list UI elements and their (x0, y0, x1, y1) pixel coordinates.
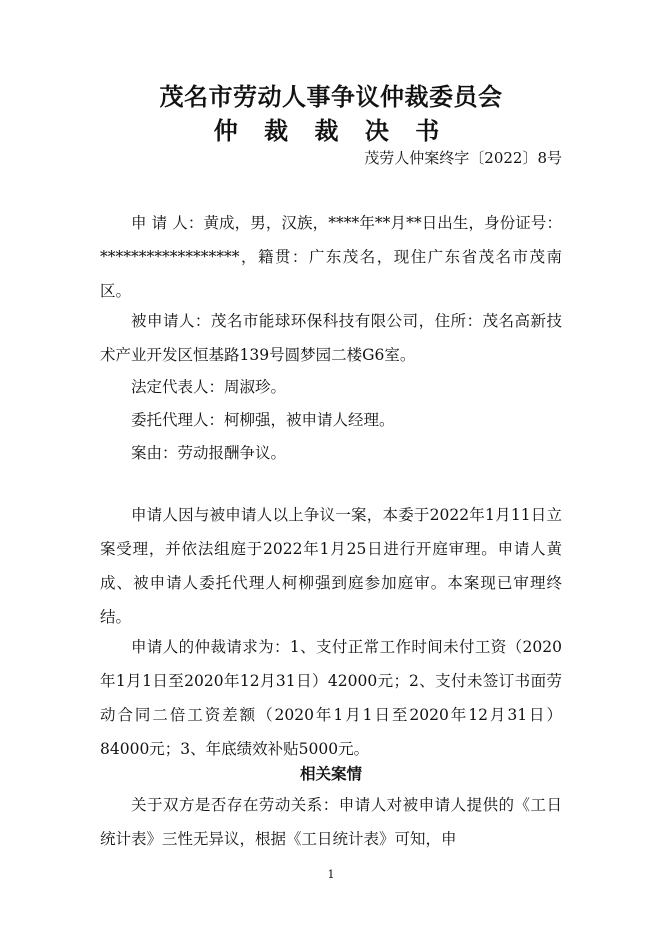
doc-title: 仲 裁 裁 决 书 (213, 117, 449, 145)
applicant-paragraph: 申 请 人：黄成，男，汉族，****年**月**日出生，身份证号：******************，籍贯：广东茂名，现住广东省茂名市茂南区。 (100, 214, 562, 300)
page-number: 1 (327, 868, 335, 881)
case-number: 茂劳人仲案终字〔2022〕8号 (364, 149, 562, 167)
section-heading: 相关案情 (299, 765, 362, 783)
respondent-paragraph: 被申请人：茂名市能球环保科技有限公司，住所：茂名高新技术产业开发区恒基路139号圆梦园二楼G6室。 (100, 312, 562, 364)
agent-line: 委托代理人：柯柳强，被申请人经理。 (131, 411, 395, 429)
facts-paragraph: 关于双方是否存在劳动关系：申请人对被申请人提供的《工日统计表》三性无异议，根据《工日统计表》可知，申 (100, 796, 562, 848)
legal-representative-line: 法定代表人：周淑珍。 (131, 378, 287, 396)
procedure-paragraph: 申请人因与被申请人以上争议一案，本委于2022年1月11日立案受理，并依法组庭于2022年1月25日进行开庭审理。申请人黄成、被申请人委托代理人柯柳强到庭参加庭审。本案现已审理终结。 (100, 506, 562, 626)
org-title: 茂名市劳动人事争议仲裁委员会 (159, 83, 503, 111)
claims-paragraph: 申请人的仲裁请求为：1、支付正常工作时间未付工资（2020年1月1日至2020年12月31日）42000元；2、支付未签订书面劳动合同二倍工资差额（2020年1月1日至2020年12月31日）84000元；3、年底绩效补贴5000元。 (100, 638, 562, 758)
case-cause-line: 案由：劳动报酬争议。 (131, 444, 287, 462)
